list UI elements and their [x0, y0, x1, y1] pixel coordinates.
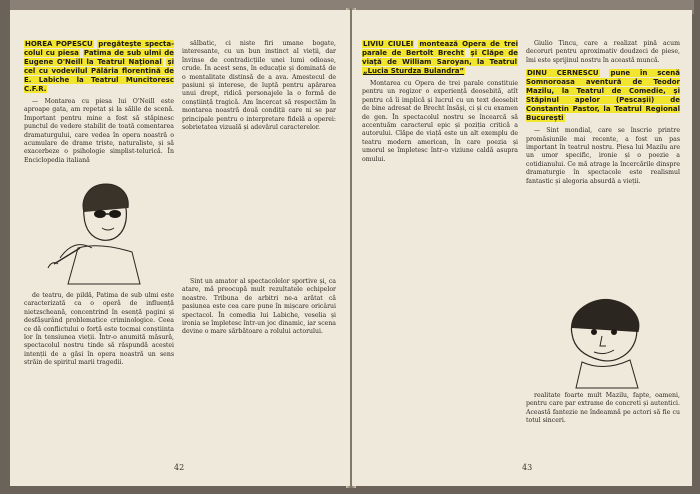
right-col1 [362, 40, 518, 440]
left-col1-paragraph: — Montarea cu piesa lui O'Neill este aproape gata, am repetat și la sălile de scenă. Important pentru mine a fost să stăpinesc punctul de vedere stabilit de toată comentarea dramaturgului, care vedea în opera noastră o acumulare de drame triste, naturaliste, și să exacerbeze o psihologie simplist-telurică. În Enciclopedia italiană [24, 98, 174, 164]
portrait-sketch-icon [40, 178, 170, 288]
left-col1-heading: HOREA POPESCU pregătește specta-colul cu piesa Patima de sub ulmi de Eugene O'Neill la Teatrul Național și cel cu vodevilul Pălăria florentină de E. Labiche la Teatrul Muncitoresc C.F.R. [24, 40, 174, 93]
right-col2-top [526, 40, 680, 290]
left-col1-bottom [24, 292, 174, 442]
right-col1-heading: LIVIU CIULEI montează Opera de trei parale de Bertolt Brecht și Clăpe de viață de William Saroyan, la Teatrul „Lucia Sturdza Bulandra” [362, 40, 518, 75]
left-page [10, 10, 350, 486]
caricature-icon [542, 294, 672, 390]
right-col2-bottom [526, 392, 680, 444]
right-page [352, 10, 692, 486]
left-page-number: 42 [174, 463, 185, 472]
right-col1-paragraph: Montarea cu Opera de trei parale constituie pentru un regizor o experiență deosebită, atît pentru că îi implică și lucrul cu un text deosebit de bine adresat de Brecht însăși, ci și cu examen de gen. În spectacolul nostru se încearcă să accentuăm caracterul epic și poziția critică a autorului. Clăpe de viață este un alt exemplu de teatru modern american, în care poezia și umorul se împletesc într-o viziune caldă asupra omului. [362, 80, 518, 163]
left-col1-paragraph-2: de teatru, de pildă, Patima de sub ulmi este caracterizată ca o operă de influență nietzscheană, concentrind în esență pagini și desfășurând problematice criminologice. Ceea ce dă conflictului o forță este tocmai conștiința lor în tensiunea vieții. Într-o anumită măsură, spectacolul nostru tinde să răspundă acestei intenții de a găsi în opera noastră un sens străin de spiritul marii tragedii. [24, 292, 174, 367]
right-col2-heading: DINU CERNESCU pune în scenă Somnoroasa aventură de Teodor Mazilu, la Teatrul de Comedie, și Stăpinul apelor (Pescașii) de Constantin Pastor, la Teatrul Regional București [526, 69, 680, 123]
right-col2-paragraph: Giulio Tincu, care a realizat pină acum decoruri pentru aproximativ doudzeci de piese, îmi este sprijinul nostru în această muncă. [526, 40, 680, 64]
left-col1-top [24, 40, 174, 172]
right-col2-paragraph-2: — Sint mondial, care se înscrie printre promăsiunile mai recente, a fost un pas important în teatrul nostru. Piesa lui Mazilu are un umor specific, ironie și o poezie a cotidianului. Ce mă atrage la încercările dinspre dramaturgie în spectacole este realismul fantastic și alegoria absurdă a vieții. [526, 127, 680, 185]
left-col2-top [182, 40, 336, 270]
right-page-number: 43 [522, 463, 533, 472]
left-col2-paragraph: sălbatic, ci niste firi umane bogate, interesante, cu un bun instinct al vieții, dar învinse de contradicțiile unei lumi odioase, crude. În acest sens, în educație și dominată de o mentalitate distinsă de a ava. Amestecul de pasiuni și interese, de luptă pentru apărarea unui drept, ridică personajele la o formă de conștiință tragică. Am încercat să respectăm în montarea noastră două condiții care ni se par principale pentru o interpretare fidelă a operei: sobrietatea vizuală și adevărul caracterelor. [182, 40, 336, 132]
left-col2-bottom [182, 278, 336, 442]
left-col2-paragraph-2: Sint un amator al spectacolelor sportive și, ca atare, mă preocupă mult rezultatele echipelor noastre. Tribuna de arbitri ne-a arătat că pasiunea este cea care pune în mișcare oricârui spectacol. În comedia lui Labiche, veselia și ironia se împletesc într-un joc dinamic, iar scena devine o mare sărbătoare a rolului actorului. [182, 278, 336, 336]
right-col2-paragraph-3: realitate foarte mult Mazilu, fapte, oameni, pentru care par extrame de concreti și autentici. Această fantezie ne îndeamnă pe actori să fie cu totul sinceri. [526, 392, 680, 425]
